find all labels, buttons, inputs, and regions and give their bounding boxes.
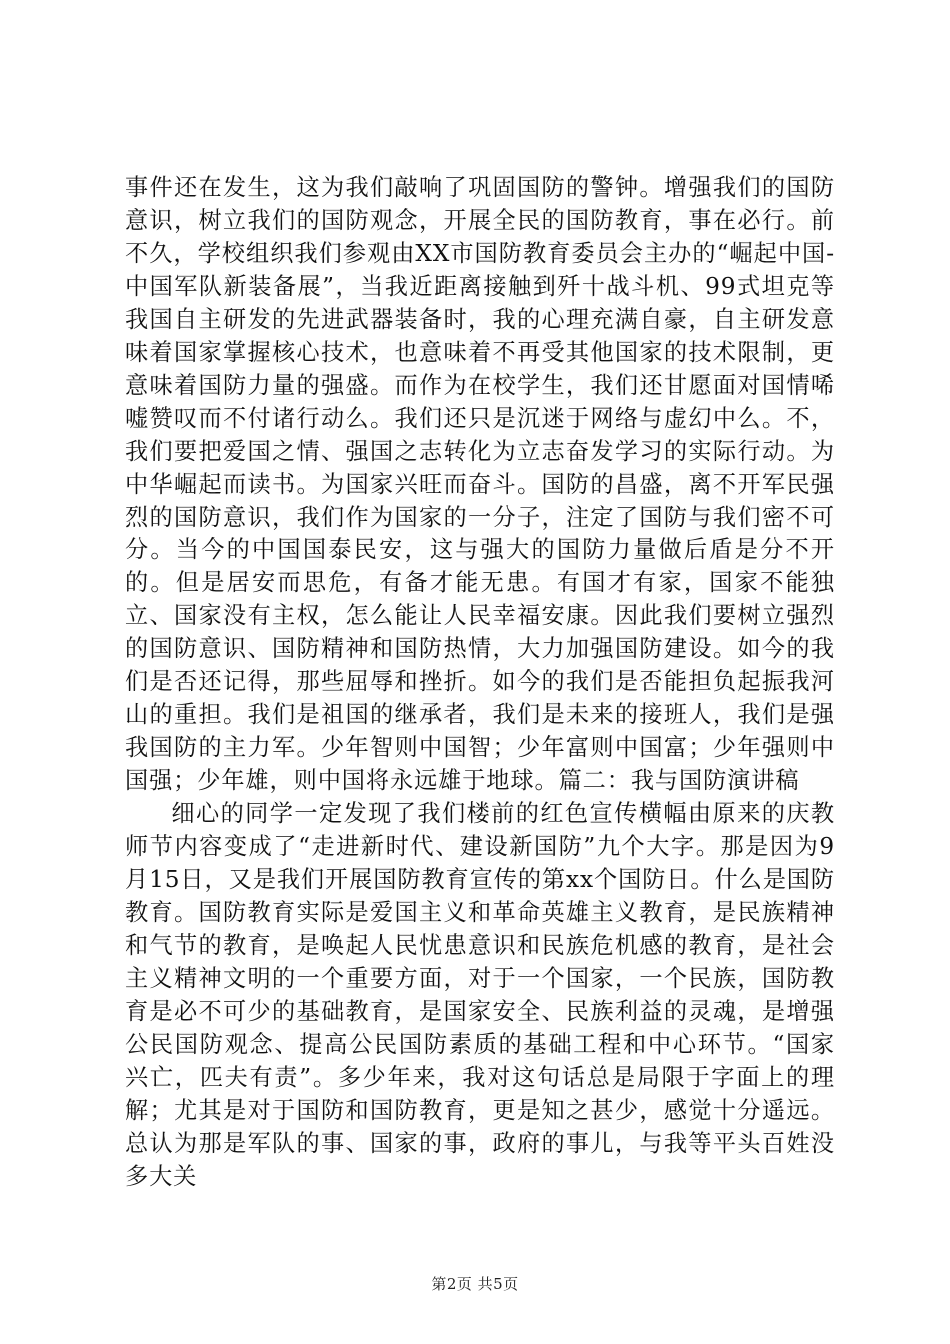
- paragraph-1: 事件还在发生，这为我们敲响了巩固国防的警钟。增强我们的国防意识，树立我们的国防观念，开展全民的国防教育，事在必行。前不久，学校组织我们参观由XX市国防教育委员会主办的“崛起中国-中国军队新装备展”，当我近距离接触到歼十战斗机、99式坦克等我国自主研发的先进武器装备时，我的心理充满自豪，自主研发意味着国家掌握核心技术，也意味着不再受其他国家的技术限制，更意味着国防力量的强盛。而作为在校学生，我们还甘愿面对国情唏嘘赞叹而不付诸行动么。我们还只是沉迷于网络与虚幻中么。不，我们要把爱国之情、强国之志转化为立志奋发学习的实际行动。为中华崛起而读书。为国家兴旺而奋斗。国防的昌盛，离不开军民强烈的国防意识，我们作为国家的一分子，注定了国防与我们密不可分。当今的中国国泰民安，这与强大的国防力量做后盾是分不开的。但是居安而思危，有备才能无患。有国才有家，国家不能独立、国家没有主权，怎么能让人民幸福安康。因此我们要树立强烈的国防意识、国防精神和国防热情，大力加强国防建设。如今的我们是否还记得，那些屈辱和挫折。如今的我们是否能担负起振我河山的重担。我们是祖国的继承者，我们是未来的接班人，我们是强我国防的主力军。少年智则中国智；少年富则中国富；少年强则中国强；少年雄，则中国将永远雄于地球。篇二：我与国防演讲稿: [125, 174, 835, 795]
- paragraph-2: 细心的同学一定发现了我们楼前的红色宣传横幅由原来的庆教师节内容变成了“走进新时代、建设新国防”九个大字。那是因为9月15日，又是我们开展国防教育宣传的第xx个国防日。什么是国防教育。国防教育实际是爱国主义和革命英雄主义教育，是民族精神和气节的教育，是唤起人民忧患意识和民族危机感的教育，是社会主义精神文明的一个重要方面，对于一个国家，一个民族，国防教育是必不可少的基础教育，是国家安全、民族利益的灵魂，是增强公民国防观念、提高公民国防素质的基础工程和中心环节。“国家兴亡，匹夫有责”。多少年来，我对这句话总是局限于字面上的理解；尤其是对于国防和国防教育，更是知之甚少，感觉十分遥远。总认为那是军队的事、国家的事，政府的事儿，与我等平头百姓没多大关: [125, 800, 835, 1190]
- document-body: [125, 172, 835, 1194]
- page-number-footer: 第2页 共5页: [431, 1275, 519, 1293]
